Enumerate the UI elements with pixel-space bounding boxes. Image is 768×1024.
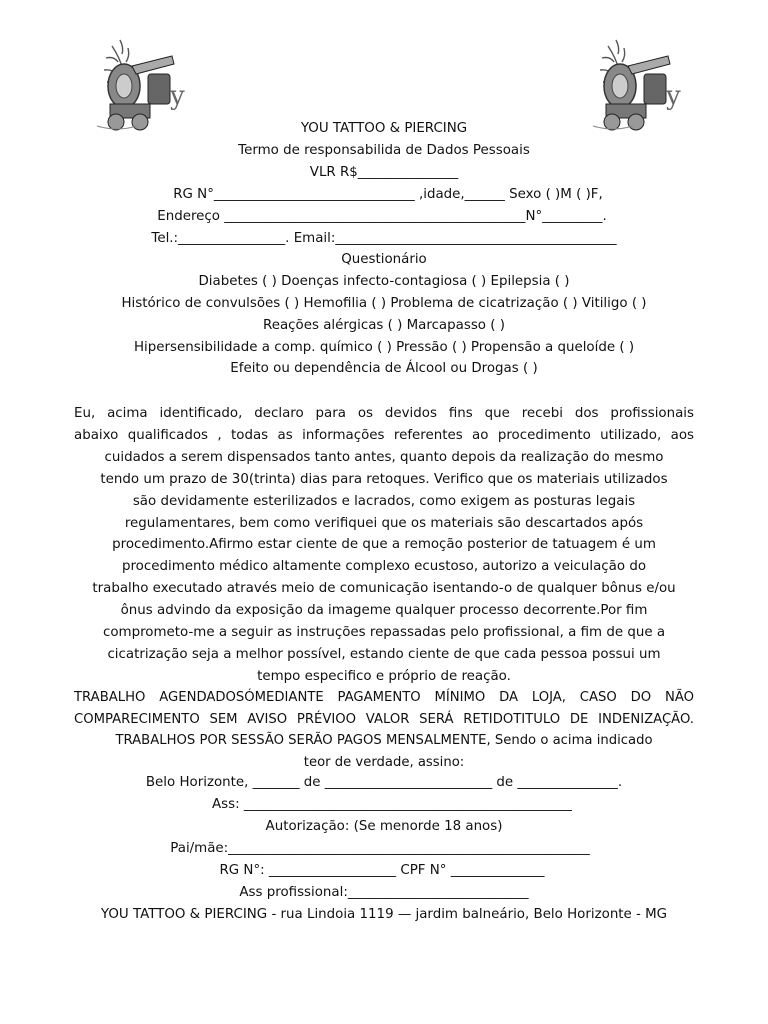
declaration-line: abaixo qualificados , todas as informações referentes ao procedimento utilizado, aos [74,427,694,443]
declaration-line: Eu, acima identificado, declaro para os devidos fins que recebi dos profissionais [74,406,694,421]
declaration-line: tempo especifico e próprio de reação. [257,668,511,684]
company-title: YOU TATTOO & PIERCING [300,121,468,136]
questionnaire-line: Efeito ou dependência de Álcool ou Drogas ( ) [230,361,538,376]
parent-signature-line: Pai/mãe:______________________________________________________ [170,841,590,856]
notice-line: TRABALHOS POR SESSÃO SERÃO PAGOS MENSALMENTE, Sendo o acima indicado [115,733,653,749]
questionnaire-line: Histórico de convulsões ( ) Hemofilia ( ) Problema de cicatrização ( ) Vitiligo ( ) [121,296,647,311]
questionnaire-title: Questionário [341,252,427,267]
document-subtitle: Termo de responsabilida de Dados Pessoais [238,143,530,158]
endereco-field-line: Endereço _____________________________________________N°_________. [157,209,607,224]
authorization-label: Autorização: (Se menorde 18 anos) [265,819,503,834]
declaration-paragraph [74,403,694,688]
declaration-line: ônus advindo da exposição da imageme qualquer processo decorrente.Por fim [120,603,648,619]
notice-line: teor de verdade, assino: [303,754,465,770]
questionnaire-line: Diabetes ( ) Doenças infecto-contagiosa ( ) Epilepsia ( ) [198,274,570,289]
professional-signature-line: Ass profissional:___________________________ [239,885,529,900]
questionnaire-line: Hipersensibilidade a comp. químico ( ) Pressão ( ) Propensão a queloíde ( ) [133,340,635,355]
footer-address: YOU TATTOO & PIERCING - rua Lindoia 1119 — jardim balneário, Belo Horizonte - MG [100,907,668,922]
place-date-line: Belo Horizonte, _______ de _________________________ de _______________. [145,775,623,790]
tel-email-field-line: Tel.:________________. Email:__________________________________________ [151,231,617,246]
notice-line: COMPARECIMENTO SEM AVISO PRÉVIOO VALOR SERÁ RETIDOTITULO DE INDENIZAÇÃO. [74,711,694,727]
declaration-line: comprometo-me a seguir as instruções repassadas pelo profissional, a fim de que a [102,625,666,641]
declaration-line: regulamentares, bem como verifiquei que os materiais são descartados após [124,515,644,531]
signature-line: Ass: _________________________________________________ [212,797,572,812]
declaration-line: cicatrização seja a melhor possível, estando ciente de que cada pessoa possui um [107,646,661,662]
declaration-line: procedimento.Afirmo estar ciente de que a remoção posterior de tatuagem é um [112,537,656,553]
rg-cpf-line: RG N°: ___________________ CPF N° ______________ [219,863,545,878]
declaration-line: trabalho executado através meio de comunicação isentando-o de qualquer bônus e/ou [92,581,676,597]
vlr-field: VLR R$_______________ [309,165,459,180]
svg-text:y: y [170,81,185,111]
notice-paragraph [74,687,694,773]
questionnaire-line: Reações alérgicas ( ) Marcapasso ( ) [263,318,505,333]
notice-line: TRABALHO AGENDADOSÓMEDIANTE PAGAMENTO MÍNIMO DA LOJA, CASO DO NÃO [74,690,694,705]
declaration-line: são devidamente esterilizados e lacrados, como exigem as posturas legais [132,493,636,509]
declaration-line: procedimento médico altamente complexo ecustoso, autorizo a veiculação do [121,559,647,575]
rg-field-line: RG N°______________________________ ,idade,______ Sexo ( )M ( )F, [173,187,603,202]
declaration-line: tendo um prazo de 30(trinta) dias para retoques. Verifico que os materiais utilizados [100,471,668,487]
declaration-line: cuidados a serem dispensados tanto antes, quanto depois da realização do mesmo [104,449,664,465]
svg-text:y: y [666,81,681,111]
